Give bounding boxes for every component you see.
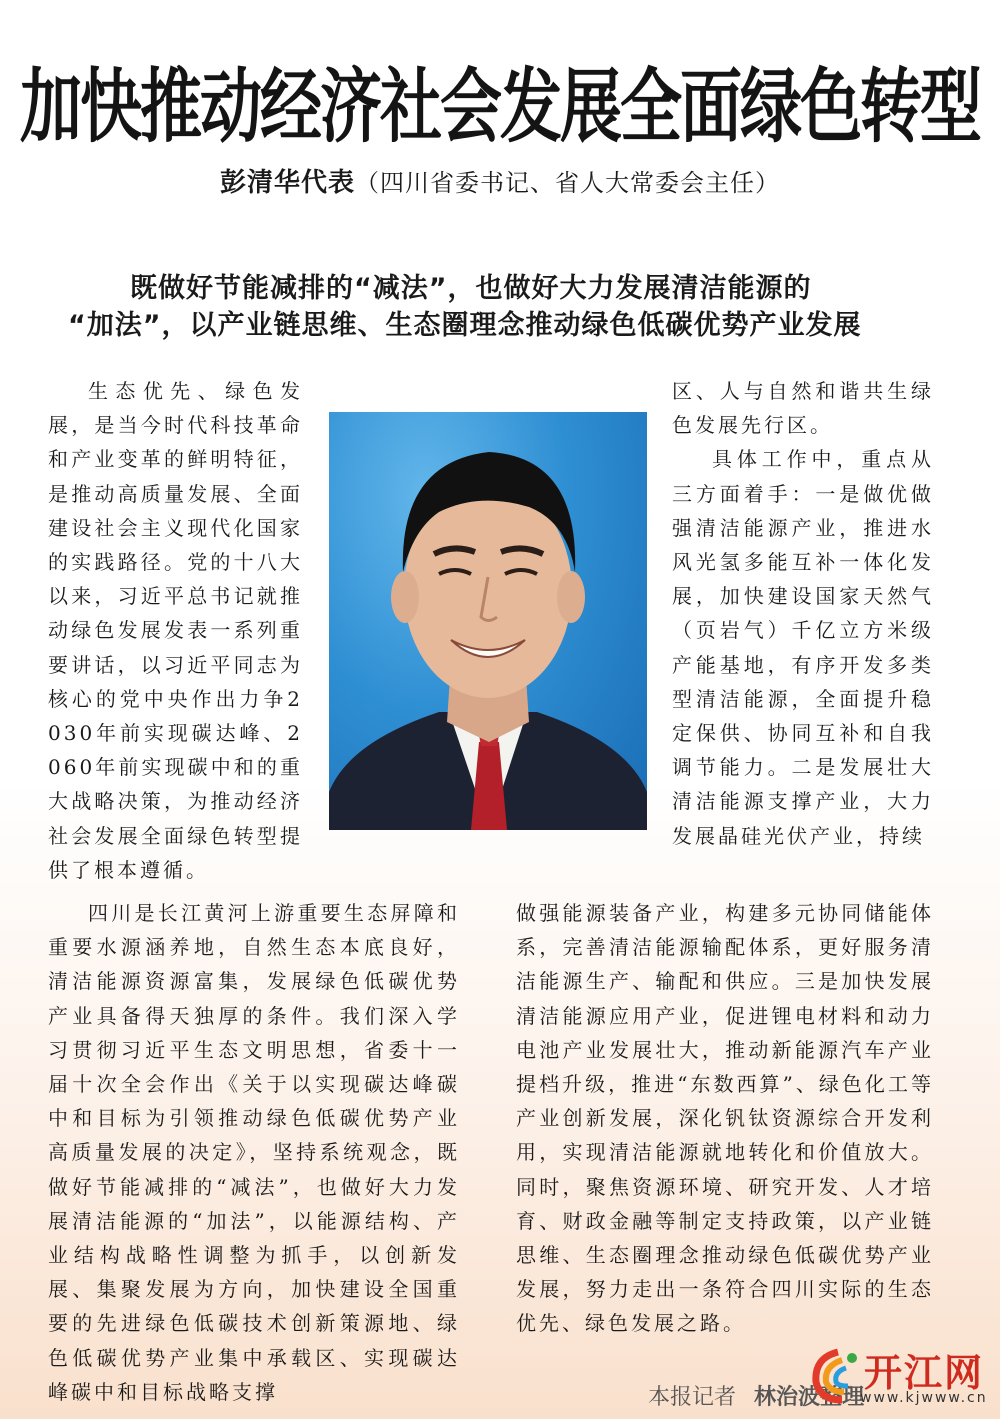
subhead-line-2: “加法”，以产业链思维、生态圈理念推动绿色低碳优势产业发展 xyxy=(68,310,862,341)
paragraph-3: 具体工作中，重点从三方面着手：一是做优做强清洁能源产业，推进水风光氢多能互补一体化发展，加快建设国家天然气（页岩气）千亿立方米级产能基地，有序开发多类型清洁能源，全面提升稳定保供、协同互补和自我调节能力。二是发展壮大清洁能源支撑产业，大力发展晶硅光伏产业，持续 xyxy=(672,447,934,848)
headline: 加快推动经济社会发展全面绿色转型 xyxy=(19,58,980,154)
credit-name: 林治波整理 xyxy=(754,1385,865,1410)
subhead xyxy=(68,270,928,344)
portrait-photo xyxy=(329,412,647,830)
paragraph-2-end: 区、人与自然和谐共生绿色发展先行区。 xyxy=(672,379,934,438)
column-right-bottom xyxy=(516,896,934,1341)
credit-label: 本报记者 xyxy=(648,1385,737,1410)
author-name: 彭清华代表 xyxy=(219,168,355,198)
site-watermark xyxy=(808,1342,998,1416)
author-title: （四川省委书记、省人大常委会主任） xyxy=(355,169,780,197)
paragraph-1: 生态优先、绿色发展，是当今时代科技革命和产业变革的鲜明特征，是推动高质量发展、全面建设社会主义现代化国家的实践路径。党的十八大以来，习近平总书记就推动绿色发展发表一系列重要讲话，以习近平同志为核心的党中央作出力争2030年前实现碳达峰、2060年前实现碳中和的重大战略决策，为推动经济社会发展全面绿色转型提供了根本遵循。 xyxy=(48,379,303,882)
swirl-logo-icon xyxy=(808,1346,864,1406)
subhead-line-1: 既做好节能减排的“减法”，也做好大力发展清洁能源的 xyxy=(130,273,812,304)
logo-url: www.kjwww.cn xyxy=(860,1390,988,1406)
paragraph-2: 四川是长江黄河上游重要生态屏障和重要水源涵养地，自然生态本底良好，清洁能源资源富集，发展绿色低碳优势产业具备得天独厚的条件。我们深入学习贯彻习近平生态文明思想，省委十一届十次全会作出《关于以实现碳达峰碳中和目标为引领推动绿色低碳优势产业高质量发展的决定》，坚持系统观念，既做好节能减排的“减法”，也做好大力发展清洁能源的“加法”，以能源结构、产业结构战略性调整为抓手，以创新发展、集聚发展为方向，加快建设全国重要的先进绿色低碳技术创新策源地、绿色低碳优势产业集中承载区、实现碳达峰碳中和目标战略支撑 xyxy=(48,901,460,1404)
column-left-top xyxy=(48,374,303,887)
column-left-bottom xyxy=(48,896,460,1409)
paragraph-3-end: 做强能源装备产业，构建多元协同储能体系，完善清洁能源输配体系，更好服务清洁能源生产、输配和供应。三是加快发展清洁能源应用产业，促进锂电材料和动力电池产业发展壮大，推动新能源汽车产业提档升级，推进“东数西算”、绿色化工等产业创新发展，深化钒钛资源综合开发利用，实现清洁能源就地转化和价值放大。同时，聚焦资源环境、研究开发、人才培育、财政金融等制定支持政策，以产业链思维、生态圈理念推动绿色低碳优势产业发展，努力走出一条符合四川实际的生态优先、绿色发展之路。 xyxy=(516,901,934,1336)
logo-text: 开江网 xyxy=(864,1350,985,1395)
column-right-top xyxy=(672,374,934,853)
portrait-illustration xyxy=(329,412,647,830)
byline xyxy=(0,162,1000,199)
